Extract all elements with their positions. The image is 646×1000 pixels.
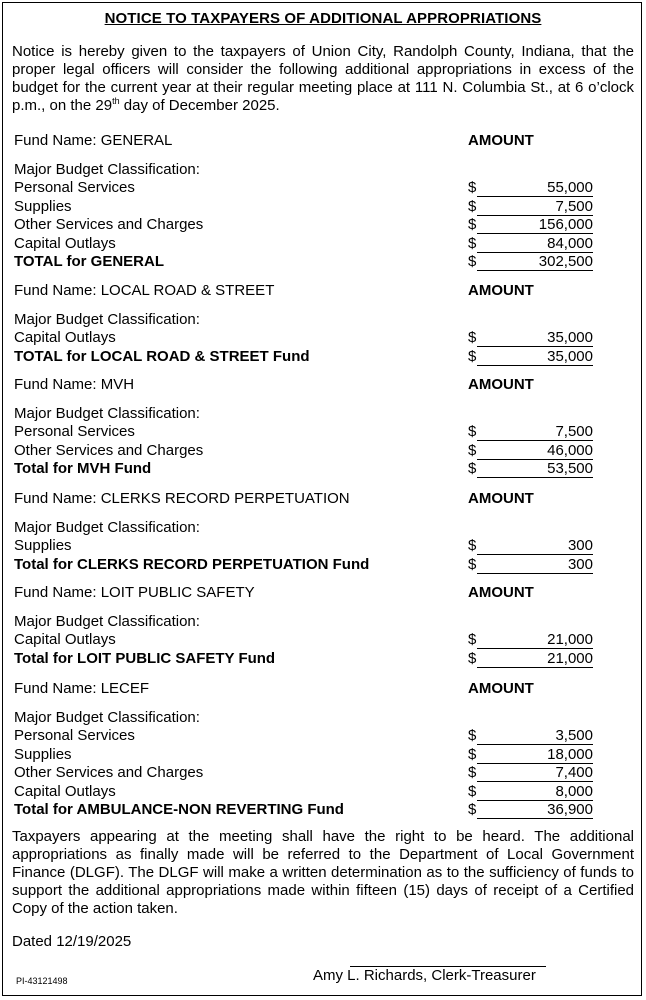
intro-text: Notice is hereby given to the taxpayers of Union City, Randolph County, Indiana, that the proper legal officers will consider the following additional appropriations in excess of the budget for the current year at their regular meeting place at 111 N. Columbia St., at 6 o’clock p.m., on the 29 (12, 43, 634, 114)
fund-total-amount: 300 (477, 556, 593, 574)
line-label: Other Services and Charges (14, 764, 204, 781)
line-amount: 46,000 (477, 442, 593, 460)
amount-header: AMOUNT (468, 132, 534, 149)
intro-paragraph (12, 43, 634, 115)
line-label: Personal Services (14, 727, 135, 744)
line-amount: 18,000 (477, 746, 593, 764)
line-label: Supplies (14, 537, 72, 554)
dollar-sign: $ (468, 649, 477, 667)
fund-section-lecef (14, 680, 594, 820)
classification-label: Major Budget Classification: (14, 708, 200, 726)
fund-section-local-road-street (14, 282, 594, 366)
amount-header: AMOUNT (468, 680, 534, 697)
intro-superscript: th (112, 96, 120, 106)
dollar-sign: $ (468, 197, 477, 215)
intro-text-end: day of December 2025. (119, 97, 280, 114)
line-label: Other Services and Charges (14, 216, 204, 233)
fund-name: Fund Name: LOIT PUBLIC SAFETY (14, 584, 255, 601)
line-label: Capital Outlays (14, 782, 116, 800)
fund-name: Fund Name: LOCAL ROAD & STREET (14, 282, 275, 299)
fund-total-label: Total for MVH Fund (14, 460, 152, 477)
line-label: Other Services and Charges (14, 441, 204, 459)
dollar-sign: $ (468, 745, 477, 763)
line-label: Supplies (14, 197, 72, 215)
line-amount: 3,500 (477, 727, 593, 745)
dollar-sign: $ (468, 253, 477, 270)
line-amount: 7,400 (477, 764, 593, 782)
dollar-sign: $ (468, 782, 477, 800)
fund-name: Fund Name: MVH (14, 376, 135, 393)
fund-total-label: TOTAL for LOCAL ROAD & STREET Fund (14, 347, 310, 365)
dollar-sign: $ (468, 727, 477, 744)
fund-name: Fund Name: LECEF (14, 680, 150, 697)
fund-total-label: Total for AMBULANCE-NON REVERTING Fund (14, 801, 344, 818)
dollar-sign: $ (468, 423, 477, 440)
line-label: Supplies (14, 745, 72, 763)
classification-label: Major Budget Classification: (14, 404, 200, 422)
fund-total-amount: 302,500 (477, 253, 593, 271)
line-amount: 7,500 (477, 423, 593, 441)
line-label: Personal Services (14, 179, 135, 196)
amount-header: AMOUNT (468, 490, 534, 507)
fund-section-general (14, 132, 594, 272)
line-amount: 55,000 (477, 179, 593, 197)
dated-line: Dated 12/19/2025 (12, 933, 132, 950)
fund-total-amount: 35,000 (477, 348, 593, 366)
fund-section-mvh (14, 376, 594, 479)
line-amount: 84,000 (477, 235, 593, 253)
fund-name: Fund Name: GENERAL (14, 132, 173, 149)
fund-total-amount: 53,500 (477, 460, 593, 478)
line-amount: 35,000 (477, 329, 593, 347)
line-label: Personal Services (14, 423, 135, 440)
dollar-sign: $ (468, 460, 477, 477)
publication-code: PI-43121498 (16, 976, 68, 986)
dollar-sign: $ (468, 537, 477, 554)
dollar-sign: $ (468, 631, 477, 648)
dollar-sign: $ (468, 801, 477, 818)
dollar-sign: $ (468, 441, 477, 459)
fund-total-label: Total for CLERKS RECORD PERPETUATION Fund (14, 555, 370, 573)
line-amount: 156,000 (477, 216, 593, 234)
fund-section-loit-public-safety (14, 584, 594, 668)
amount-header: AMOUNT (468, 584, 534, 601)
dollar-sign: $ (468, 234, 477, 252)
fund-total-amount: 21,000 (477, 650, 593, 668)
classification-label: Major Budget Classification: (14, 518, 200, 536)
notice-title: NOTICE TO TAXPAYERS OF ADDITIONAL APPROPRIATIONS (104, 10, 542, 27)
dollar-sign: $ (468, 179, 477, 196)
line-label: Capital Outlays (14, 234, 116, 252)
amount-header: AMOUNT (468, 282, 534, 299)
fund-name: Fund Name: CLERKS RECORD PERPETUATION (14, 490, 350, 507)
line-label: Capital Outlays (14, 329, 116, 346)
fund-total-amount: 36,900 (477, 801, 593, 819)
fund-section-clerks-record (14, 490, 594, 574)
dollar-sign: $ (468, 216, 477, 233)
dollar-sign: $ (468, 329, 477, 346)
classification-label: Major Budget Classification: (14, 160, 200, 178)
fund-total-label: Total for LOIT PUBLIC SAFETY Fund (14, 649, 276, 667)
line-label: Capital Outlays (14, 631, 116, 648)
amount-header: AMOUNT (468, 376, 534, 393)
line-amount: 7,500 (477, 198, 593, 216)
fund-total-label: TOTAL for GENERAL (14, 253, 164, 270)
line-amount: 8,000 (477, 783, 593, 801)
classification-label: Major Budget Classification: (14, 310, 200, 328)
line-amount: 21,000 (477, 631, 593, 649)
closing-paragraph: Taxpayers appearing at the meeting shall have the right to be heard. The additional appropriations as finally made will be referred to the Department of Local Government Finance (DLGF). The DLGF will make a written determination as to the sufficiency of funds to support the additional appropriations made within fifteen (15) days of receipt of a Certified Copy of the action taken. (12, 828, 634, 917)
line-amount: 300 (477, 537, 593, 555)
signer-name: Amy L. Richards, Clerk-Treasurer (313, 967, 536, 984)
classification-label: Major Budget Classification: (14, 612, 200, 630)
dollar-sign: $ (468, 764, 477, 781)
dollar-sign: $ (468, 555, 477, 573)
dollar-sign: $ (468, 347, 477, 365)
